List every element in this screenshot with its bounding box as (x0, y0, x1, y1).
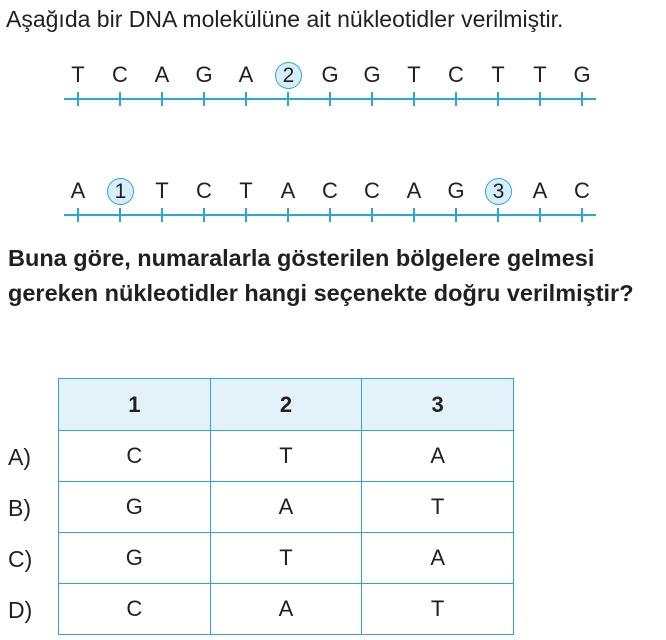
table-cell: A (210, 482, 362, 533)
nucleotide-letter: T (491, 62, 505, 87)
numbered-blank-marker: 1 (107, 178, 134, 205)
option-label-a[interactable]: A) (8, 444, 31, 470)
option-label-d[interactable]: D) (8, 597, 33, 623)
nucleotide-letter: C (448, 62, 464, 87)
table-cell: T (210, 431, 362, 482)
strand-bottom-backbone (0, 206, 666, 226)
nucleotide-letter: A (406, 178, 422, 203)
table-row-d[interactable] (59, 584, 514, 635)
nucleotide-letter: A (280, 178, 296, 203)
numbered-blank-marker: 3 (485, 178, 512, 205)
header-cell-1: 1 (59, 379, 211, 431)
nucleotide-letter: A (154, 62, 170, 87)
nucleotide-letter: G (573, 62, 591, 87)
answer-table (58, 378, 514, 635)
nucleotide-letter: T (407, 62, 421, 87)
table-cell: T (210, 533, 362, 584)
numbered-blank-marker: 2 (275, 62, 302, 89)
nucleotide-letter: C (196, 178, 212, 203)
nucleotide-letter: T (155, 178, 169, 203)
option-label-c[interactable]: C) (8, 546, 33, 572)
strand-bottom-bases (0, 177, 666, 207)
nucleotide-letter: C (574, 178, 590, 203)
nucleotide-letter: G (447, 178, 465, 203)
table-cell: A (362, 431, 514, 482)
dna-strand-bottom (0, 177, 666, 227)
nucleotide-letter: C (322, 178, 338, 203)
nucleotide-letter: G (363, 62, 381, 87)
nucleotide-letter: G (321, 62, 339, 87)
table-cell: T (362, 482, 514, 533)
table-cell: C (59, 584, 211, 635)
table-header-row (59, 379, 514, 431)
table-row-b[interactable] (59, 482, 514, 533)
table-cell: A (210, 584, 362, 635)
nucleotide-letter: A (70, 178, 86, 203)
nucleotide-letter: G (195, 62, 213, 87)
nucleotide-letter: C (364, 178, 380, 203)
table-cell: G (59, 533, 211, 584)
table-cell: A (362, 533, 514, 584)
option-label-b[interactable]: B) (8, 495, 31, 521)
table-cell: C (59, 431, 211, 482)
nucleotide-letter: C (112, 62, 128, 87)
nucleotide-letter: T (239, 178, 253, 203)
header-cell-3: 3 (362, 379, 514, 431)
dna-strand-top (0, 61, 666, 111)
table-cell: T (362, 584, 514, 635)
intro-text: Aşağıda bir DNA molekülüne ait nükleotidler verilmiştir. (6, 6, 564, 32)
table-cell: G (59, 482, 211, 533)
nucleotide-letter: T (71, 62, 85, 87)
nucleotide-letter: A (532, 178, 548, 203)
question-text: Buna göre, numaralarla gösterilen bölgelere gelmesi gereken nükleotidler hangi seçenekte doğru verilmiştir? (8, 245, 634, 306)
strand-top-bases (0, 61, 666, 91)
strand-top-backbone (0, 90, 666, 110)
nucleotide-letter: A (238, 62, 254, 87)
table-row-c[interactable] (59, 533, 514, 584)
nucleotide-letter: T (533, 62, 547, 87)
table-row-a[interactable] (59, 431, 514, 482)
header-cell-2: 2 (210, 379, 362, 431)
